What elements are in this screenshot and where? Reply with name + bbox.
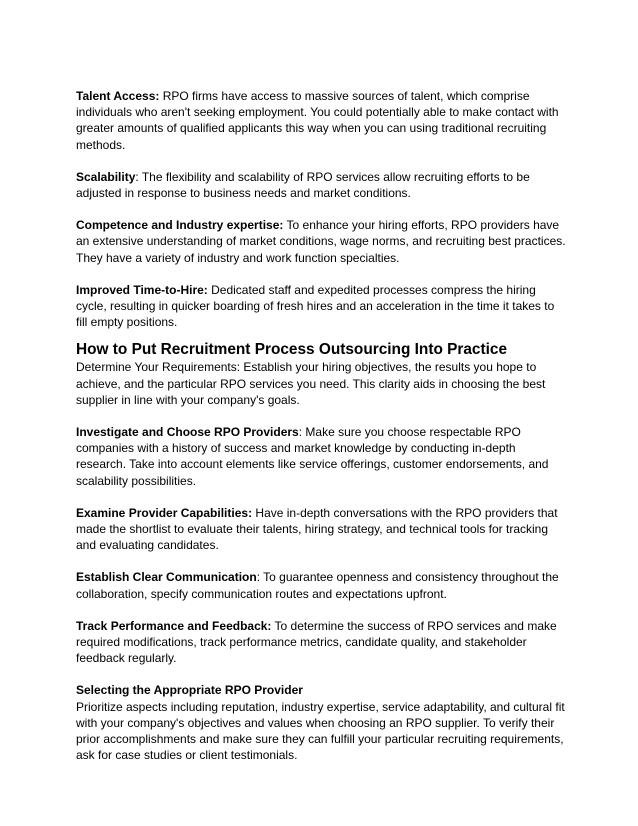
paragraph-text: : To guarantee openness and consistency throughout the collaboration, specify communication routes and expectations upfront.	[76, 570, 559, 601]
paragraph-label: Competence and Industry expertise:	[76, 218, 284, 233]
paragraph-label: Establish Clear Communication	[76, 570, 257, 585]
paragraph-label: Investigate and Choose RPO Providers	[76, 425, 299, 440]
paragraph-label: Talent Access:	[76, 89, 160, 103]
paragraph-communication	[76, 569, 566, 601]
paragraph-text: : Make sure you choose respectable RPO companies with a history of success and market knowledge by conducting in-depth research. Take into account elements like service offerings, customer endorsements, and scalability possibilities.	[76, 425, 549, 488]
paragraph-text: To determine the success of RPO services and make required modifications, track performance metrics, candidate quality, and stakeholder feedback regularly.	[76, 618, 557, 666]
paragraph-investigate	[76, 424, 566, 489]
section-heading: How to Put Recruitment Process Outsourcing Into Practice	[76, 341, 508, 359]
document-page	[76, 88, 566, 780]
paragraph-text: RPO firms have access to massive sources of talent, which comprise individuals who aren't seeking employment. You could potentially able to make contact with greater amounts of qualified applicants this way when you can using traditional recruiting methods.	[76, 89, 559, 152]
paragraph-label: Track Performance and Feedback:	[76, 618, 272, 633]
closing-paragraph: Prioritize aspects including reputation, industry expertise, service adaptability, and cultural fit with your company's objectives and values when choosing an RPO supplier. To verify their prior accomplishments and make sure they can fulfill your particular recruiting requirements, ask for case studies or client testimonials.	[76, 699, 565, 763]
subheading: Selecting the Appropriate RPO Provider	[76, 683, 303, 698]
paragraph-competence	[76, 217, 566, 266]
paragraph-text: To enhance your hiring efforts, RPO providers have an extensive understanding of market conditions, wage norms, and recruiting best practices. They have a variety of industry and work function specialties.	[76, 218, 566, 265]
paragraph-track-performance	[76, 618, 566, 667]
paragraph-label: Examine Provider Capabilities:	[76, 505, 253, 520]
intro-paragraph: Determine Your Requirements: Establish your hiring objectives, the results you hope to achieve, and the particular RPO services you need. This clarity aids in choosing the best supplier in line with your company's goals.	[76, 360, 546, 407]
paragraph-talent-access	[76, 88, 566, 153]
paragraph-label: Improved Time-to-Hire:	[76, 282, 208, 297]
paragraph-time-to-hire	[76, 282, 566, 331]
paragraph-text: Have in-depth conversations with the RPO providers that made the shortlist to evaluate their talents, hiring strategy, and technical tools for tracking and evaluating candidates.	[76, 505, 558, 553]
paragraph-text: : The flexibility and scalability of RPO services allow recruiting efforts to be adjusted in response to business needs and market conditions.	[76, 169, 530, 201]
paragraph-scalability	[76, 169, 566, 201]
paragraph-label: Scalability	[76, 169, 136, 184]
paragraph-text: Dedicated staff and expedited processes compress the hiring cycle, resulting in quicker boarding of fresh hires and an acceleration in the time it takes to fill empty positions.	[76, 282, 555, 330]
paragraph-examine	[76, 505, 566, 554]
